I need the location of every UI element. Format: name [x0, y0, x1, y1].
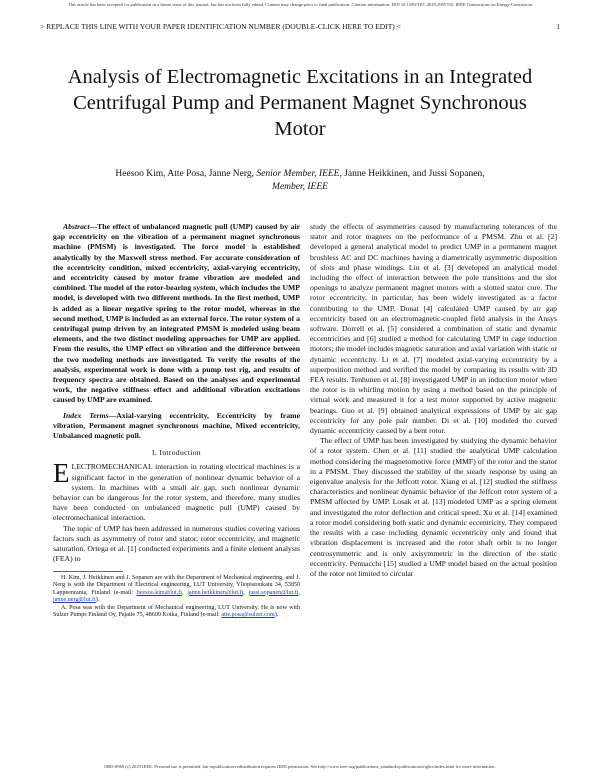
- email-link-heikkinen[interactable]: janne.heikkinen@lut.fi: [187, 589, 244, 596]
- left-column: [53, 222, 300, 620]
- right-column: [310, 222, 557, 579]
- email-link-sopanen[interactable]: jussi.sopanen@lut.fi: [248, 589, 299, 596]
- email-link-posa[interactable]: atte.posa@sulzer.com: [221, 612, 275, 619]
- index-terms-text: —Axial-varying eccentricity, Eccentricity by frame vibration, Permanent magnet synchronous machine, Mixed eccentricity, Unbalanced magnetic pull.: [53, 410, 300, 441]
- abstract-label: Abstract: [63, 222, 90, 231]
- footnote-affiliation-1: H. Kim, J. Heikkinen and J. Sopanen are with the Department of Mechanical engineering, and J. Nerg is with the Department of Electrical engineering, LUT University, Yliopistonkatu 34, 53850 Lappeenranta, Finland (e-mail: heesoo.kim@lut.fi, janne.heikkinen@lut.fi, jussi.sopanen@lut.fi, janne.nerg@lut.fi).: [53, 574, 301, 604]
- footnote-1-text: H. Kim, J. Heikkinen and J. Sopanen are with the Department of Mechanical engineering, and J. Nerg is with the Department of Electrical engineering, LUT University, Yliopistonkatu 34, 53850 Lappeenranta, Finland (e-mail:: [53, 574, 300, 596]
- author-list: [60, 168, 540, 193]
- index-terms: [53, 411, 300, 442]
- abstract: [53, 222, 300, 406]
- publication-notice: This article has been accepted for publication in a future issue of this journal, but has not been fully edited. Content may change prior to final publication. Citation information: DOI 10.1109/TEC.2019.2955765, IEEE Transactions on Energy Conversion: [67, 2, 533, 7]
- body-paragraph-ump-dynamics: The effect of UMP has been investigated by studying the dynamic behavior of a rotor system. Chen et al. [11] studied the analytical UMP calculation method considering the magnetomotive force (MMF) of the rotor and the stator in a PMSM. They discussed the stability of the steady response by using an eigenvalue analysis for the Jeffcott rotor. Xiang et al. [12] studied the stiffness characteristics and nonlinear dynamic behavior of the Jeffcott rotor system of a PMSM affected by UMP. Losak et al. [13] modeled UMP as a spring element and investigated the rotor deflection and critical speed. Xu et al. [14] examined a rotor model considering both static and dynamic eccentricity. They compared the results with a case including dynamic eccentricity only and found that vibration displacement is increased and the rotor shaft orbit is no longer centrosymmetric and is only axisymmetric in the direction of the static eccentricity. Pennacchi [15] studied a UMP model based on the actual position of the rotor not limited to circular: [310, 436, 557, 578]
- page-number: 1: [556, 22, 560, 31]
- section-heading-introduction: I. Introduction: [152, 448, 201, 458]
- footnote-affiliation-2: A. Posa was with the Department of Mechanical engineering, LUT University. He is now with Sulzer Pumps Finland Oy, Pajatie 75, 48600 Kotka, Finland (e-mail: atte.posa@sulzer.com).: [53, 604, 300, 619]
- paper-title: Analysis of Electromagnetic Excitations in an Integrated Centrifugal Pump and Permanent Magnet Synchronous Motor: [67, 66, 533, 140]
- copyright-footer: 0885-8969 (c) 2019 IEEE. Personal use is permitted, but republication/redistribution requires IEEE permission. See http://www.ieee.org/publications_standards/publications/rights/index.html for more information.: [104, 764, 496, 769]
- index-terms-label: Index Terms: [63, 410, 109, 420]
- author-role-member: Member, IEEE: [272, 181, 328, 192]
- intro-paragraph-1-text: LECTROMECHANICAL interaction in rotating electrical machines is a significant factor in the generation of nonlinear dynamic behavior of a system. In machines with a small air gap, such nonlinear dynamic behavior can be dangerous for the rotor system, and therefore, many studies have been conducted on unbalanced magnetic pull (UMP) caused by electromechanical interaction.: [53, 462, 300, 523]
- authors-part-2: , Janne Heikkinen, and Jussi Sopanen,: [339, 169, 485, 179]
- paper-id-placeholder[interactable]: > REPLACE THIS LINE WITH YOUR PAPER IDENTIFICATION NUMBER (DOUBLE-CLICK HERE TO EDIT) <: [40, 22, 401, 31]
- body-paragraph-continued: study the effects of asymmetries caused by manufacturing tolerances of the stator and rotor magnets on the performance of a PMSM. Zhu et al. [2] developed a general analytical model to predict UMP in a permanent magnet brushless AC and DC machines having a diametrically asymmetric disposition of slots and phase windings. Liu et al. [3] developed an analytical model including the effect of interaction between the pole transitions and the slot openings to analyze permanent magnet motors with a slotted stator core. The rotor eccentricity, in particular, has been widely investigated as a factor contributing to the UMP. Donat [4] calculated UMP caused by air gap eccentricity based on an electromagnetic-coupled field analysis in the Ansys software. Dorrell et al. [5] considered a combination of static and dynamic eccentricities and [6] studied a method for calculating UMP in cage induction motors; the model includes magnetic saturation and axial variation with static or dynamic eccentricity. Li et al. [7] modeled axial-varying eccentricity by a superposition method and verified the model by comparing its results with 3D FEA results. Tenhunen et al. [8] investigated UMP in an induction motor when the rotor is in whirling motion by using a method based on the principle of virtual work and measured it for a test motor supported by active magnetic bearings. Guo et al. [9] obtained analytical expressions of UMP by air gap eccentricity for any pole pair number. Di et al. [10] modeled the curved dynamic eccentricity caused by a bent rotor.: [310, 222, 558, 436]
- intro-paragraph-1: [53, 458, 300, 523]
- drop-cap: E: [53, 458, 70, 489]
- email-link-kim[interactable]: heesoo.kim@lut.fi: [136, 589, 182, 596]
- intro-paragraph-2: The topic of UMP has been addressed in numerous studies covering various factors such as asymmetry of rotor and stator, rotor eccentricity, and magnetic saturation. Ortega et al. [1] conducted experiments and a finite element analysis (FEA) to: [53, 523, 300, 564]
- authors-part-1: Heesoo Kim, Atte Posa, Janne Nerg,: [115, 169, 257, 179]
- author-role-senior: Senior Member, IEEE: [256, 169, 340, 179]
- footnote-divider: [53, 571, 123, 572]
- abstract-text: —The effect of unbalanced magnetic pull (UMP) caused by air gap eccentricity on the vibration of a permanent magnet synchronous machine (PMSM) is investigated. The force model is established analytically by the Maxwell stress method. For accurate consideration of the eccentricity condition, mixed eccentricity, axial-varying eccentricity, and eccentricity caused by motor frame vibration are modeled and combined. The model of the rotor-bearing system, which includes the UMP model, is developed with two different methods. In the first method, UMP is added as a linear negative spring to the rotor model, whereas in the second method, UMP is included as an external force. The rotor system of a centrifugal pump driven by an integrated PMSM is modeled using beam elements, and the two distinct modeling approaches for UMP are applied. From the results, the UMP effect on vibration and the difference between the two modeling methods are investigated. To verify the results of the analysis, experimental work is done with a pump test rig, and results of frequency spectra are obtained. Based on the analyses and experimental work, the negative stiffness effect and additional vibration excitations caused by UMP are examined.: [53, 222, 300, 405]
- email-link-nerg[interactable]: janne.nerg@lut.fi: [53, 597, 96, 604]
- footnote-2-text: A. Posa was with the Department of Mechanical engineering, LUT University. He is now with Sulzer Pumps Finland Oy, Pajatie 75, 48600 Kotka, Finland (e-mail:: [53, 604, 300, 619]
